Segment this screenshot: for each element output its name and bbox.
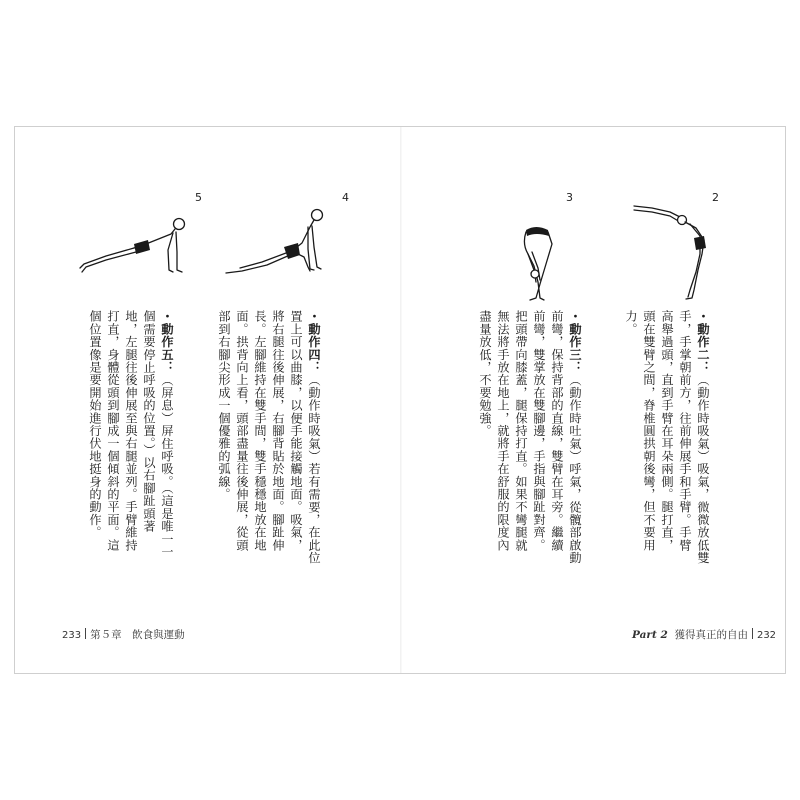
pose-2-text: ・動作二：（動作時吸氣）吸氣，微微放低雙 手，手掌朝前方，往前伸展手和手臂。手臂 高舉過頭，直到手臂在耳朵兩側。腿打直， 頭在雙臂之間，脊椎圓拱朝後彎，但不要用 力。 [624, 310, 710, 565]
pose-3-lead: 動作三： [568, 322, 582, 374]
right-part-title: 獲得真正的自由 [674, 629, 748, 641]
footer-divider [85, 628, 86, 639]
pose-number-3: 3 [566, 191, 573, 204]
book-gutter [400, 127, 402, 673]
forward-fold-figure-icon [518, 224, 558, 304]
pose-number-5: 5 [195, 191, 202, 204]
plank-pose-figure-icon [76, 212, 196, 282]
right-part-label: Part 2 [632, 629, 668, 641]
pose-4-text: ・動作四：（動作時吸氣）若有需要，在此位 置上可以曲膝，以便手能接觸地面。吸氣， 將右腿往後伸展，右腳背貼於地面。腳趾伸 長。左腳維持在雙手間，雙手穩穩地放在地 面。拱背向上看，頭部盡量往後伸展，從頭 部到右腳尖形成一個優雅的弧線。 [217, 310, 321, 565]
pose-4-lead: 動作四： [307, 322, 321, 374]
pose-number-4: 4 [342, 191, 349, 204]
left-page-number: 233 [62, 630, 82, 641]
right-page-footer [632, 628, 776, 641]
pose-2-lead: 動作二： [696, 322, 710, 374]
pose-3-text: ・動作三：（動作時吐氣）呼氣，從髖部啟動 前彎，保持背部的直線，雙臂在耳旁。繼續 前彎，雙掌放在雙腳邊，手指與腳趾對齊。 把頭帶向膝蓋，腿保持打直。如果不彎腿就 無法將手放在地上，就將手在舒服的限度內 盡量放低，不要勉強。 [478, 310, 582, 565]
lunge-pose-figure-icon [222, 207, 342, 282]
right-page-number: 232 [756, 630, 777, 641]
pose-5-text: ・動作五：（屏息）屏住呼吸。（這是唯一一 個需要停止呼吸的位置。）以右腳趾頭著 地，左腿往後伸展至與右腿並列。手臂維持 打直，身體從頭到腳成一個傾斜的平面。這 個位置像是要開始進行伏地挺身的動作。 [88, 310, 174, 558]
footer-divider [752, 628, 753, 639]
left-page-footer [62, 628, 185, 641]
backbend-figure-icon [630, 198, 712, 302]
pose-5-lead: 動作五： [160, 322, 174, 374]
pose-number-2: 2 [712, 191, 719, 204]
left-chapter-title: 第５章 飲食與運動 [90, 629, 185, 641]
